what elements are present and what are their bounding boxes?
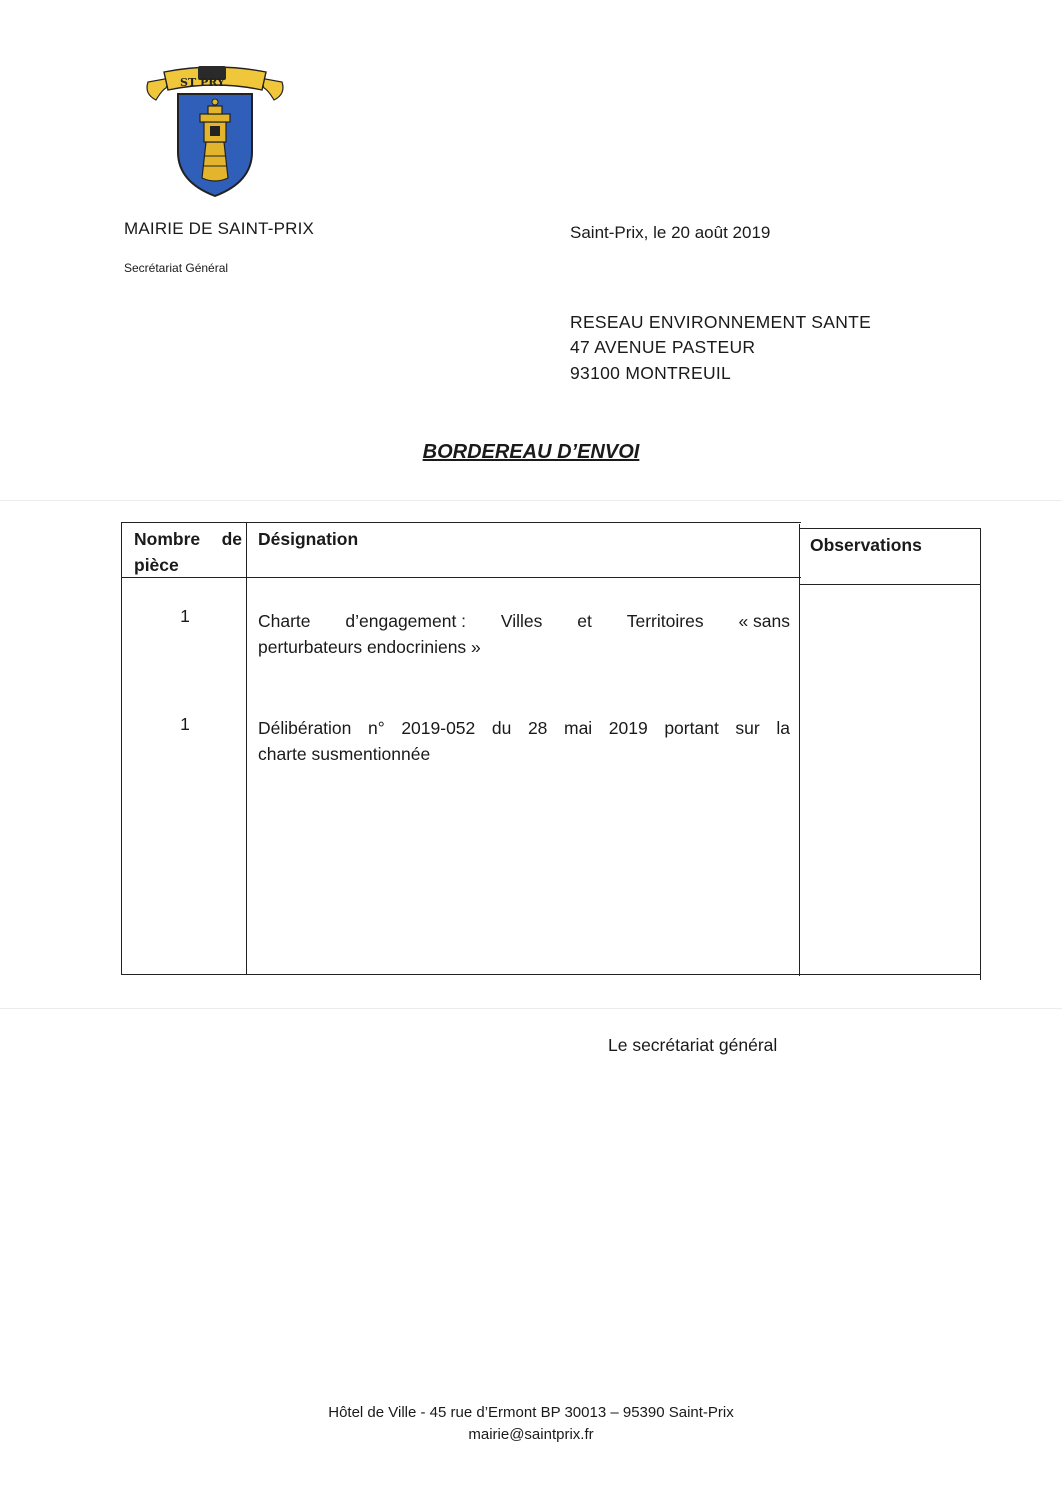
signature: Le secrétariat général — [608, 1035, 778, 1055]
row-1-word: Villes — [500, 611, 543, 631]
document-title: BORDEREAU D’ENVOI — [422, 441, 640, 463]
table-border — [799, 584, 981, 585]
coat-of-arms-icon — [142, 60, 288, 200]
row-2-designation — [258, 715, 790, 767]
table-border — [980, 528, 981, 980]
footer-address: Hôtel de Ville - 45 rue d’Ermont BP 30013 – 95390 Saint-Prix — [328, 1404, 734, 1421]
header-piece-count — [134, 526, 242, 578]
row-2-word: 2019-052 — [401, 718, 476, 738]
row-2-word: 28 — [527, 718, 548, 738]
table-border — [121, 522, 122, 975]
header-count-line2: pièce — [134, 555, 179, 575]
date-line: Saint-Prix, le 20 août 2019 — [570, 223, 771, 242]
row-2-word: portant — [664, 718, 719, 738]
row-2-line-2: charte susmentionnée — [258, 744, 431, 764]
row-2-word: sur — [735, 718, 760, 738]
crest-banner-text: ST PRY — [180, 76, 225, 89]
table-border — [799, 524, 800, 976]
header-designation: Désignation — [258, 529, 359, 549]
row-1-line-2: perturbateurs endocriniens » — [258, 637, 481, 657]
table-border — [246, 522, 247, 975]
recipient-line-2: 47 AVENUE PASTEUR — [570, 337, 756, 357]
row-2-word: mai — [564, 718, 593, 738]
table-border — [799, 528, 981, 529]
row-2-word: du — [491, 718, 512, 738]
row-1-word: d’engagement : — [345, 611, 467, 631]
row-2-word: Délibération — [258, 718, 352, 738]
header-observations: Observations — [810, 535, 922, 555]
row-1-count: 1 — [180, 606, 190, 626]
recipient-line-3: 93100 MONTREUIL — [570, 363, 732, 383]
table-border — [121, 974, 981, 975]
recipient-line-1: RESEAU ENVIRONNEMENT SANTE — [570, 312, 872, 332]
header-count-word2: de — [221, 529, 242, 549]
table-border — [121, 522, 801, 523]
department-name: Secrétariat Général — [124, 261, 229, 275]
row-1-word: « sans — [738, 611, 790, 631]
row-1-word: Territoires — [626, 611, 704, 631]
row-1-word: Charte — [258, 611, 311, 631]
mairie-name: MAIRIE DE SAINT-PRIX — [124, 219, 315, 238]
scan-fold-line — [0, 500, 1062, 501]
footer-email: mairie@saintprix.fr — [468, 1426, 594, 1443]
row-2-word: la — [776, 718, 790, 738]
header-count-word1: Nombre — [134, 529, 201, 549]
scan-fold-line — [0, 1008, 1062, 1009]
row-2-word: n° — [367, 718, 385, 738]
row-1-designation — [258, 608, 790, 660]
row-2-count: 1 — [180, 714, 190, 734]
row-1-word: et — [577, 611, 592, 631]
row-2-word: 2019 — [608, 718, 648, 738]
